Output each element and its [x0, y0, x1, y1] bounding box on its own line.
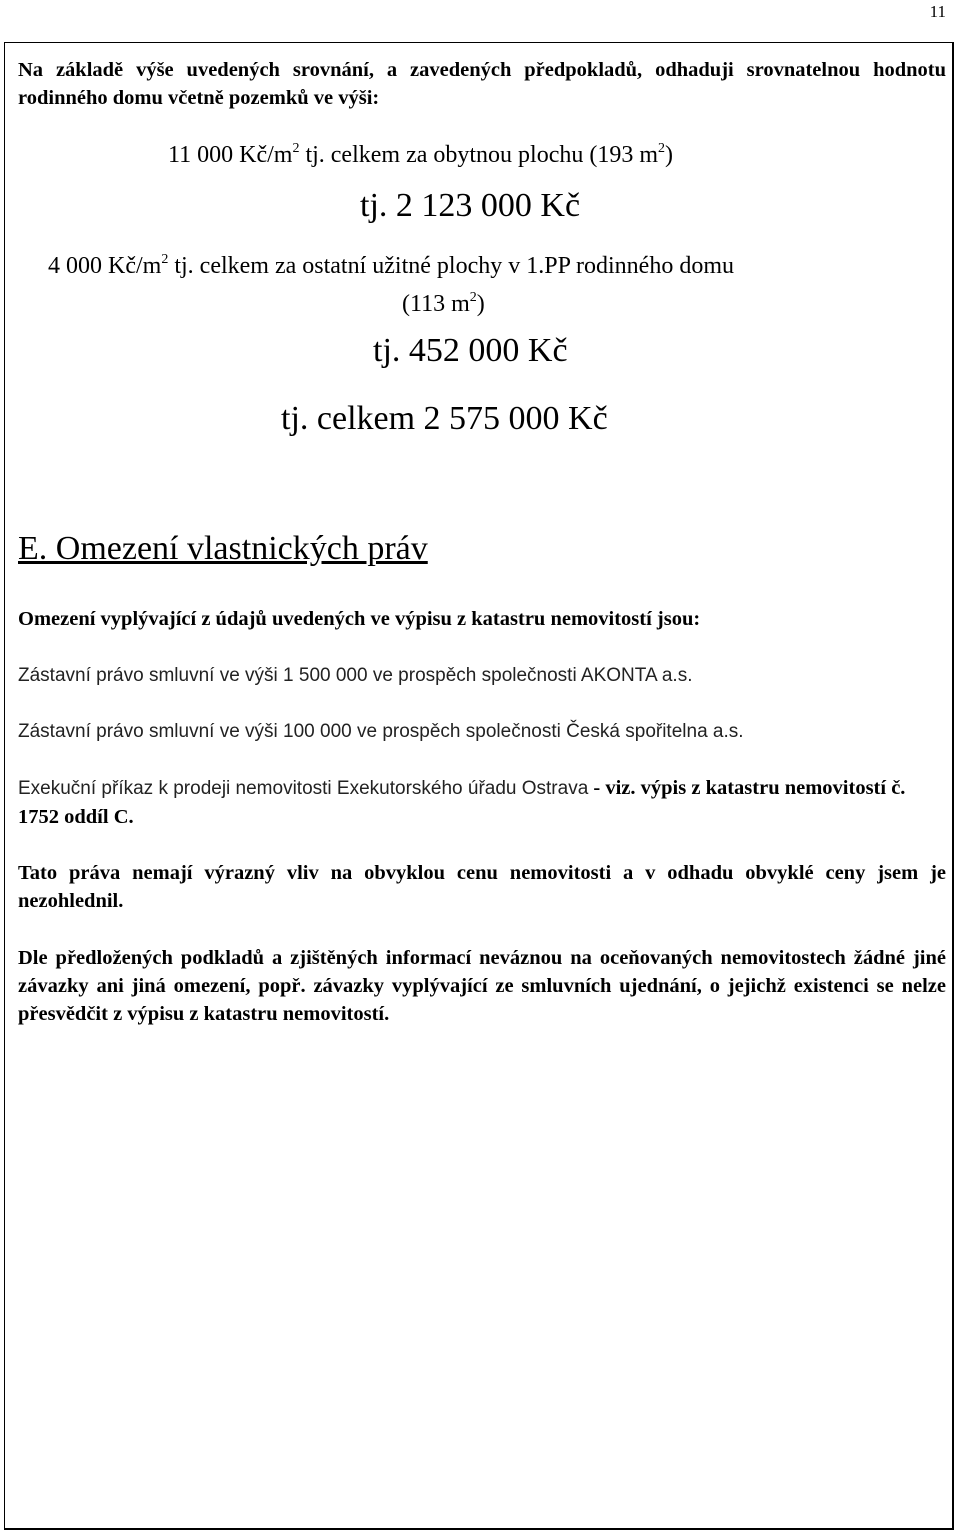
grand-total: tj. celkem 2 575 000 Kč — [281, 400, 608, 437]
living-area-total: tj. 2 123 000 Kč — [360, 187, 581, 224]
execution-order-reference: - viz. výpis z katastru nemovitostí č. 1752 oddíl C. — [18, 777, 906, 828]
lien-item-2: Zástavní právo smluvní ve výši 100 000 ve prospěch společnosti Česká spořitelna a.s. — [18, 721, 744, 742]
living-area-text: tj. celkem za obytnou plochu (193 m — [299, 142, 659, 168]
other-area-text: tj. celkem za ostatní užitné plochy v 1.PP rodinného domu — [168, 253, 735, 279]
lien-item-1: Zástavní právo smluvní ve výši 1 500 000 ve prospěch společnosti AKONTA a.s. — [18, 665, 693, 686]
page-number: 11 — [929, 2, 946, 21]
restrictions-statement: Tato práva nemají výrazný vliv na obvyklou cenu nemovitosti a v odhadu obvyklé ceny jsem je nezohlednil. — [18, 862, 946, 912]
other-area-rate-line: 4 000 $Kč/m^2$ tj. celkem za ostatní užitné plochy v 1.PP rodinného domu — [48, 252, 735, 279]
valuation-intro: Na základě výše uvedených srovnání, a zavedených předpokladů, odhaduji srovnatelnou hodnotu rodinného domu včetně pozemků ve výši: — [18, 59, 946, 109]
no-other-restrictions-statement: Dle předložených podkladů a zjištěných informací neváznou na oceňovaných nemovitostech žádné jiné závazky ani jiná omezení, popř. závazky vyplývající ze smluvních ujednání, o jejichž existenci se nelze přesvědčit z výpisu z katastru nemovitostí. — [18, 947, 946, 1025]
living-area-rate-line: 11 000 $Kč/m^2$ tj. celkem za obytnou plochu (193 $m^2$) — [168, 141, 674, 168]
restrictions-intro: Omezení vyplývající z údajů uvedených ve výpisu z katastru nemovitostí jsou: — [18, 608, 701, 630]
other-area-size: (113 $m^2$) — [402, 290, 485, 317]
section-heading: E. Omezení vlastnických práv — [18, 530, 428, 567]
execution-order — [18, 774, 946, 831]
other-rate: 4 000 Kč/m — [48, 253, 162, 279]
content-area — [18, 56, 946, 112]
living-rate: 11 000 Kč/m — [168, 142, 293, 168]
execution-order-text: Exekuční příkaz k prodeji nemovitosti Exekutorského úřadu Ostrava — [18, 778, 589, 799]
other-area-total: tj. 452 000 Kč — [373, 332, 568, 369]
